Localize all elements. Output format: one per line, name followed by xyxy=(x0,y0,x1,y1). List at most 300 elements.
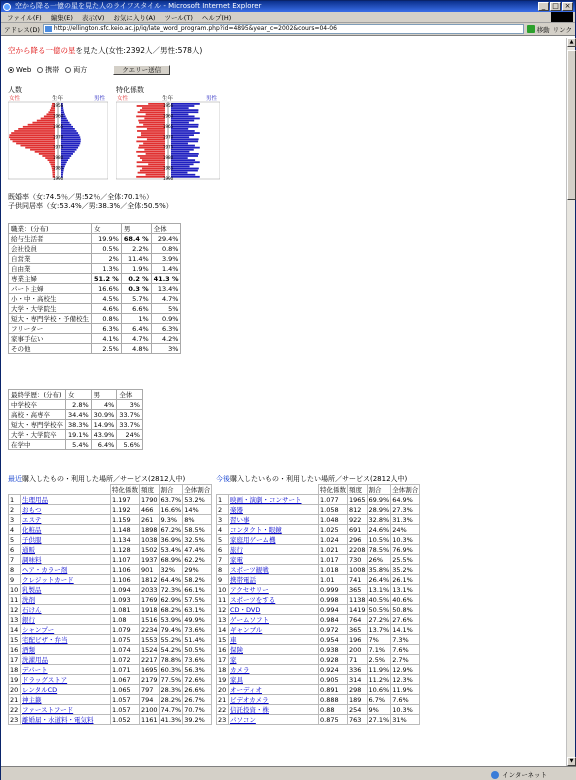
future-rank-cell: 13 xyxy=(217,615,229,625)
close-button[interactable]: × xyxy=(562,2,573,11)
people-chart-female-bar xyxy=(49,161,55,163)
go-button[interactable] xyxy=(527,25,550,34)
education-row xyxy=(9,440,143,450)
future-rank-cell: 10 xyxy=(217,585,229,595)
education-label-cell: 在学中 xyxy=(9,440,66,450)
radio-web-icon xyxy=(8,67,14,73)
recent-row xyxy=(9,685,212,695)
special-chart-male-bar xyxy=(171,109,198,111)
future-item-cell xyxy=(229,545,319,555)
future-item-link[interactable]: 家 xyxy=(230,656,237,664)
occupation-value-cell: 5.7% xyxy=(121,294,151,304)
recent-item-link[interactable]: 子供服 xyxy=(22,536,42,544)
future-item-link[interactable]: 家庭用ゲーム機 xyxy=(230,536,276,544)
menu-tools[interactable]: ツール(T) xyxy=(164,13,193,22)
people-chart-male-bar xyxy=(61,141,81,143)
future-value-cell: 50.8% xyxy=(391,605,420,615)
future-header-cell: 特化係数 xyxy=(320,486,346,494)
recent-item-link[interactable]: おもつ xyxy=(22,506,42,514)
special-chart-female-bar xyxy=(138,111,165,113)
future-item-link[interactable]: 楽器 xyxy=(230,506,243,514)
future-item-link[interactable]: アクセサリー xyxy=(230,586,269,594)
future-item-cell xyxy=(229,655,319,665)
address-bar xyxy=(1,23,575,36)
menu-file[interactable]: ファイル(F) xyxy=(7,13,42,22)
security-zone xyxy=(491,770,547,779)
scroll-thumb[interactable] xyxy=(567,50,576,200)
recent-value-cell: 1.072 xyxy=(111,655,140,665)
future-item-link[interactable]: スポーツ観戦 xyxy=(230,566,269,574)
menu-view[interactable]: 表示(V) xyxy=(81,13,105,22)
recent-item-link[interactable]: ヘア・カラー剤 xyxy=(22,566,68,574)
recent-value-cell: 1.107 xyxy=(111,555,140,565)
education-value-cell: 5.4% xyxy=(66,440,92,450)
future-rank-cell: 20 xyxy=(217,685,229,695)
special-chart-male-label: 男性 xyxy=(206,96,218,102)
education-value-cell: 24% xyxy=(117,430,143,440)
special-chart-female-bar xyxy=(136,116,165,118)
special-chart-male-bar xyxy=(171,124,199,126)
future-value-cell: 7.1% xyxy=(367,645,391,655)
occupation-row xyxy=(9,254,181,264)
future-value-cell: 296 xyxy=(348,535,368,545)
special-chart-male-bar xyxy=(171,107,189,109)
occupation-value-cell: 13.4% xyxy=(151,284,181,294)
future-rank-cell: 14 xyxy=(217,625,229,635)
recent-value-cell: 68.2% xyxy=(160,605,182,614)
people-chart-female-bar xyxy=(16,143,55,145)
future-value-cell: 11.9% xyxy=(368,665,390,674)
future-item-link[interactable]: 映画・演劇・コンサート xyxy=(230,496,302,504)
future-value-cell: 1.058 xyxy=(319,505,348,515)
future-value-cell: 1.018 xyxy=(319,565,348,575)
recent-value-cell: 1.192 xyxy=(111,505,140,515)
special-chart-male-bar xyxy=(171,120,194,122)
special-chart-female-bar xyxy=(136,141,165,143)
occupation-value-cell: 3% xyxy=(151,344,181,354)
people-chart-female-bar xyxy=(28,124,55,126)
links-label[interactable]: リンク xyxy=(552,25,572,34)
recent-item-link[interactable]: ファーストフード xyxy=(22,706,74,714)
recent-row xyxy=(9,565,212,575)
recent-item-link[interactable]: 銀行 xyxy=(22,616,35,624)
special-chart-female-bar xyxy=(141,132,165,134)
occupation-label-cell: 短大・専門学校・予備校生 xyxy=(9,314,92,324)
occupation-header-cell: 男 xyxy=(121,224,151,234)
future-item-cell xyxy=(229,595,319,605)
future-list-heading xyxy=(216,474,407,484)
page-title-prefix: 空から降る一億の星 xyxy=(8,46,76,55)
future-value-cell: 40.5% xyxy=(368,595,390,604)
people-chart-male-bar xyxy=(61,134,79,136)
future-item-link[interactable]: ゲームソフト xyxy=(230,616,269,624)
future-item-cell xyxy=(229,645,319,655)
recent-rank-cell: 11 xyxy=(9,595,21,605)
recent-value-cell: 47.4% xyxy=(183,545,212,555)
special-chart-male-bar xyxy=(171,153,199,155)
recent-value-cell: 2033 xyxy=(141,585,158,594)
future-value-cell: 0.984 xyxy=(319,615,348,625)
people-chart-birth-label: 生年 xyxy=(52,96,64,102)
future-value-cell: 31.3% xyxy=(391,515,420,525)
future-rank-cell: 23 xyxy=(217,715,229,725)
recent-item-link[interactable]: 宅配ピザ・弁当 xyxy=(22,636,68,644)
maximize-button[interactable]: □ xyxy=(550,2,561,11)
occupation-header-cell: 職業：(分布) xyxy=(9,224,92,234)
recent-value-cell: 1.065 xyxy=(111,685,140,695)
people-chart-male-bar xyxy=(61,136,80,138)
occupation-value-cell: 11.4% xyxy=(121,254,151,264)
future-header-cell: 割合 xyxy=(367,485,391,495)
future-row xyxy=(217,715,420,725)
future-item-link[interactable]: パソコン xyxy=(230,716,256,724)
future-value-cell: 27.3% xyxy=(391,505,420,515)
recent-row xyxy=(9,635,212,645)
future-item-link[interactable]: CD・DVD xyxy=(230,606,261,614)
recent-item-link[interactable]: 化粧品 xyxy=(22,526,42,534)
people-chart-year-tick: 1965 xyxy=(53,123,64,129)
future-item-cell xyxy=(229,665,319,675)
recent-value-cell: 55.2% xyxy=(160,635,182,644)
people-chart-female-bar xyxy=(13,141,55,143)
education-label-cell: 高校・高専卒 xyxy=(9,410,66,420)
recent-item-link[interactable]: 洗濯用品 xyxy=(22,656,48,664)
recent-item-cell xyxy=(21,555,111,565)
future-rank-cell: 11 xyxy=(217,595,229,605)
occupation-header-row xyxy=(9,224,181,234)
special-chart-male-bar xyxy=(171,176,200,178)
recent-value-cell: 1918 xyxy=(141,605,158,614)
go-arrow-icon xyxy=(527,25,535,33)
radio-both-icon xyxy=(65,67,71,73)
future-item-cell xyxy=(229,555,319,565)
special-chart-year-tick: 1985 xyxy=(163,165,174,171)
radio-web[interactable] xyxy=(8,66,31,74)
occupation-row xyxy=(9,244,181,254)
recent-value-cell: 1502 xyxy=(141,545,158,554)
special-chart-year-tick: 1965 xyxy=(163,123,174,129)
address-input[interactable] xyxy=(43,24,524,34)
future-value-cell: 10.3% xyxy=(391,705,420,715)
future-item-link[interactable]: 家電 xyxy=(230,556,243,564)
future-row xyxy=(217,615,420,625)
people-chart-male-bar xyxy=(61,149,77,151)
zone-label: インターネット xyxy=(502,771,547,779)
occupation-label-cell: 会社役員 xyxy=(9,244,92,254)
future-value-cell: 9% xyxy=(367,705,391,715)
future-item-link[interactable]: スポーツをする xyxy=(230,596,276,604)
windows-logo-icon xyxy=(551,12,573,22)
recent-value-cell: 1.075 xyxy=(111,635,140,645)
recent-value-cell: 1790 xyxy=(141,495,158,504)
future-item-link[interactable]: ギャンブル xyxy=(230,626,263,634)
scroll-up-arrow-icon[interactable]: ▲ xyxy=(567,38,576,47)
recent-value-cell: 68.9% xyxy=(160,555,182,564)
radio-both[interactable] xyxy=(65,65,87,75)
recent-list-heading xyxy=(8,474,185,484)
recent-item-link[interactable]: 乳製品 xyxy=(22,586,42,594)
menu-favorites[interactable]: お気に入り(A) xyxy=(113,13,156,22)
future-value-cell: 7% xyxy=(367,635,391,645)
people-chart-male-label: 男性 xyxy=(94,96,106,102)
recent-value-cell: 41.3% xyxy=(160,715,182,724)
people-chart-year-tick: 1985 xyxy=(53,165,64,171)
future-heading-link[interactable]: 今後 xyxy=(216,475,230,483)
page-icon xyxy=(45,26,52,32)
recent-rank-cell: 22 xyxy=(9,705,21,715)
special-chart-male-bar xyxy=(171,145,195,147)
future-value-cell: 730 xyxy=(348,555,368,565)
recent-item-cell xyxy=(21,675,111,685)
special-chart-female-label: 女性 xyxy=(117,96,129,102)
menu-edit[interactable]: 編集(E) xyxy=(50,13,73,22)
people-chart-female-bar xyxy=(23,126,55,128)
special-chart-male-bar xyxy=(171,122,189,124)
menu-bar xyxy=(1,12,575,23)
recent-value-cell: 261 xyxy=(140,515,160,525)
recent-row xyxy=(9,505,212,515)
radio-both-label: 両方 xyxy=(73,66,88,74)
education-row xyxy=(9,420,143,430)
future-item-link[interactable]: 旅行 xyxy=(230,546,243,554)
education-value-cell: 2.8% xyxy=(66,400,92,410)
recent-item-link[interactable]: 調味料 xyxy=(22,556,42,564)
future-item-link[interactable]: 携帯電話 xyxy=(230,576,256,584)
future-value-cell: 0.938 xyxy=(319,645,348,655)
occupation-row xyxy=(9,344,181,354)
recent-rank-cell: 21 xyxy=(9,695,21,705)
future-value-cell: 0.998 xyxy=(319,595,348,605)
future-item-cell xyxy=(229,605,319,615)
recent-header-cell: 特化係数 xyxy=(112,486,138,494)
future-item-link[interactable]: 信託投資・株 xyxy=(230,706,269,714)
recent-heading-link[interactable]: 最近 xyxy=(8,475,22,483)
recent-row xyxy=(9,545,212,555)
future-item-link[interactable]: 家具 xyxy=(230,676,243,684)
future-value-cell: 0.928 xyxy=(319,655,348,665)
future-value-cell: 13.1% xyxy=(368,585,390,594)
future-item-cell xyxy=(229,685,319,695)
education-row xyxy=(9,410,143,420)
education-label-cell: 大学・大学院卒 xyxy=(9,430,66,440)
future-item-cell xyxy=(229,495,319,505)
special-chart-male-bar xyxy=(171,136,189,138)
future-value-cell: 1.017 xyxy=(319,555,348,565)
special-chart-male-bar xyxy=(171,128,188,130)
special-chart-female-bar xyxy=(136,126,165,128)
people-chart-male-bar xyxy=(61,147,78,149)
scroll-down-arrow-icon[interactable]: ▼ xyxy=(567,757,576,766)
future-value-cell: 7.3% xyxy=(391,635,420,645)
recent-value-cell: 1516 xyxy=(141,615,158,624)
future-value-cell: 26% xyxy=(367,555,391,565)
recent-row xyxy=(9,555,212,565)
recent-value-cell: 29% xyxy=(183,565,212,575)
future-item-cell xyxy=(229,715,319,725)
recent-item-cell xyxy=(21,665,111,675)
future-row xyxy=(217,685,420,695)
special-chart-female-bar xyxy=(138,172,165,174)
special-chart-male-bar xyxy=(171,105,194,107)
recent-item-link[interactable]: レンタルCD xyxy=(22,686,58,694)
occupation-value-cell: 2% xyxy=(92,254,122,264)
recent-item-link[interactable]: クレジットカード xyxy=(22,576,74,584)
special-chart-female-bar xyxy=(143,124,165,126)
special-chart-female-bar xyxy=(142,168,165,170)
future-rank-cell: 18 xyxy=(217,665,229,675)
future-header-cell xyxy=(229,485,319,495)
recent-value-cell: 1.134 xyxy=(111,535,140,545)
query-submit-button[interactable]: クエリー送信 xyxy=(113,65,170,75)
occupation-value-cell: 0.5% xyxy=(92,244,122,254)
special-chart-female-bar xyxy=(140,157,165,159)
recent-purchases-table xyxy=(8,484,212,725)
occupation-value-cell: 2.5% xyxy=(92,344,122,354)
recent-item-cell xyxy=(21,515,111,525)
future-rank-cell: 8 xyxy=(217,565,229,575)
recent-value-cell: 63.1% xyxy=(183,605,212,615)
special-chart-female-bar xyxy=(137,130,165,132)
education-header-cell: 最終学歴：(分布) xyxy=(9,390,66,400)
recent-value-cell: 39.2% xyxy=(183,715,212,725)
future-value-cell: 6.7% xyxy=(367,695,391,705)
people-chart-female-bar xyxy=(37,120,55,122)
future-item-link[interactable]: 保険 xyxy=(230,646,243,654)
people-chart-female-bar xyxy=(9,136,55,138)
future-item-cell xyxy=(229,515,319,525)
occupation-value-cell: 1.9% xyxy=(121,264,151,274)
special-chart-male-bar xyxy=(171,155,198,157)
recent-value-cell: 62.9% xyxy=(160,595,182,604)
future-value-cell: 71 xyxy=(348,655,368,665)
recent-value-cell: 1.057 xyxy=(111,695,140,705)
special-chart-year-tick: 1980 xyxy=(163,155,174,161)
recent-item-link[interactable]: 神主籤 xyxy=(22,696,42,704)
people-chart-year-tick: 1956 xyxy=(53,103,64,108)
people-chart-male-bar xyxy=(61,143,80,145)
recent-header-cell: 頻度 xyxy=(140,485,160,495)
recent-item-cell xyxy=(21,535,111,545)
occupation-value-cell: 68.4 % xyxy=(121,234,151,244)
future-value-cell: 0.999 xyxy=(319,585,348,595)
future-item-link[interactable]: 習い事 xyxy=(230,516,250,524)
future-value-cell: 25.5% xyxy=(391,555,420,565)
recent-item-cell xyxy=(21,585,111,595)
recent-item-cell xyxy=(21,625,111,635)
special-chart-male-bar xyxy=(171,151,189,153)
future-value-cell: 69.9% xyxy=(368,495,390,504)
recent-rank-cell: 23 xyxy=(9,715,21,725)
people-chart-female-bar xyxy=(9,134,55,136)
future-value-cell: 200 xyxy=(348,645,368,655)
rates-block xyxy=(8,193,173,211)
future-value-cell: 26.4% xyxy=(368,575,390,584)
recent-item-link[interactable]: 洗剤 xyxy=(22,596,35,604)
recent-rank-cell: 7 xyxy=(9,555,21,565)
recent-row xyxy=(9,705,212,715)
future-item-link[interactable]: 車 xyxy=(230,636,237,644)
recent-value-cell: 1.057 xyxy=(111,705,140,715)
recent-value-cell: 26.7% xyxy=(183,695,212,705)
recent-value-cell: 73.6% xyxy=(183,625,212,635)
recent-item-link[interactable]: 石けん xyxy=(22,606,42,614)
future-row xyxy=(217,625,420,635)
occupation-label-cell: 自営業 xyxy=(9,254,92,264)
recent-rank-cell: 4 xyxy=(9,525,21,535)
recent-item-link[interactable]: 離婚届・水道料・電気料 xyxy=(22,716,94,724)
recent-item-link[interactable]: デパート xyxy=(22,666,48,674)
future-rank-cell: 2 xyxy=(217,505,229,515)
future-value-cell: 0.972 xyxy=(319,625,348,635)
future-value-cell: 10.6% xyxy=(368,685,390,694)
occupation-row xyxy=(9,334,181,344)
occupation-value-cell: 0.9% xyxy=(151,314,181,324)
radio-mobile[interactable] xyxy=(37,65,59,75)
future-value-cell: 0.875 xyxy=(319,715,348,725)
recent-item-link[interactable]: 通販 xyxy=(22,546,35,554)
special-chart-female-bar xyxy=(136,151,165,153)
future-value-cell: 26.1% xyxy=(391,575,420,585)
future-rank-cell: 16 xyxy=(217,645,229,655)
occupation-label-cell: 給与生活者 xyxy=(9,234,92,244)
recent-item-cell xyxy=(21,695,111,705)
recent-item-cell xyxy=(21,635,111,645)
recent-value-cell: 1769 xyxy=(141,595,158,604)
recent-value-cell: 66.1% xyxy=(183,585,212,595)
recent-item-link[interactable]: シャンプー xyxy=(22,626,55,634)
minimize-button[interactable]: _ xyxy=(538,2,549,11)
future-row xyxy=(217,575,420,585)
recent-value-cell: 78.8% xyxy=(160,655,182,664)
future-value-cell: 13.7% xyxy=(368,625,390,634)
future-row xyxy=(217,545,420,555)
future-value-cell: 1.021 xyxy=(319,545,348,555)
occupation-header-cell: 全体 xyxy=(151,224,181,234)
future-item-link[interactable]: コンタクト・眼鏡 xyxy=(230,526,282,534)
recent-item-link[interactable]: 酒類 xyxy=(22,646,35,654)
future-heading-text: 購入したいもの・利用したい場所／サービス(2812人中) xyxy=(230,475,408,483)
recent-item-link[interactable]: ドラッグストア xyxy=(22,676,68,684)
future-row xyxy=(217,655,420,665)
future-row xyxy=(217,565,420,575)
recent-rank-cell: 3 xyxy=(9,515,21,525)
future-purchases-table xyxy=(216,484,420,725)
recent-row xyxy=(9,715,212,725)
recent-item-link[interactable]: エステ xyxy=(22,516,42,524)
special-chart-male-bar xyxy=(171,168,199,170)
people-chart-year-tick: 1960 xyxy=(53,113,64,119)
future-item-link[interactable]: オーディオ xyxy=(230,686,262,694)
future-value-cell: 0.905 xyxy=(319,675,348,685)
special-chart-male-bar xyxy=(171,116,195,118)
future-value-cell: 1419 xyxy=(349,605,366,614)
future-item-link[interactable]: ビデオカメラ xyxy=(230,696,269,704)
future-header-cell: 頻度 xyxy=(348,485,368,495)
occupation-value-cell: 16.6% xyxy=(92,284,122,294)
recent-heading-text: 購入したもの・利用した場所／サービス(2812人中) xyxy=(22,475,186,483)
occupation-value-cell: 0.8% xyxy=(151,244,181,254)
future-item-link[interactable]: カメラ xyxy=(230,666,250,674)
recent-item-link[interactable]: 生理用品 xyxy=(22,496,48,504)
special-chart-female-bar xyxy=(141,134,165,136)
special-chart-male-bar xyxy=(171,141,198,143)
future-row xyxy=(217,595,420,605)
vertical-scrollbar[interactable] xyxy=(566,38,575,766)
people-chart-male-bar xyxy=(61,138,81,140)
future-value-cell: 27.6% xyxy=(391,615,420,625)
menu-help[interactable]: ヘルプ(H) xyxy=(201,13,232,22)
occupation-header-cell: 女 xyxy=(92,224,122,234)
